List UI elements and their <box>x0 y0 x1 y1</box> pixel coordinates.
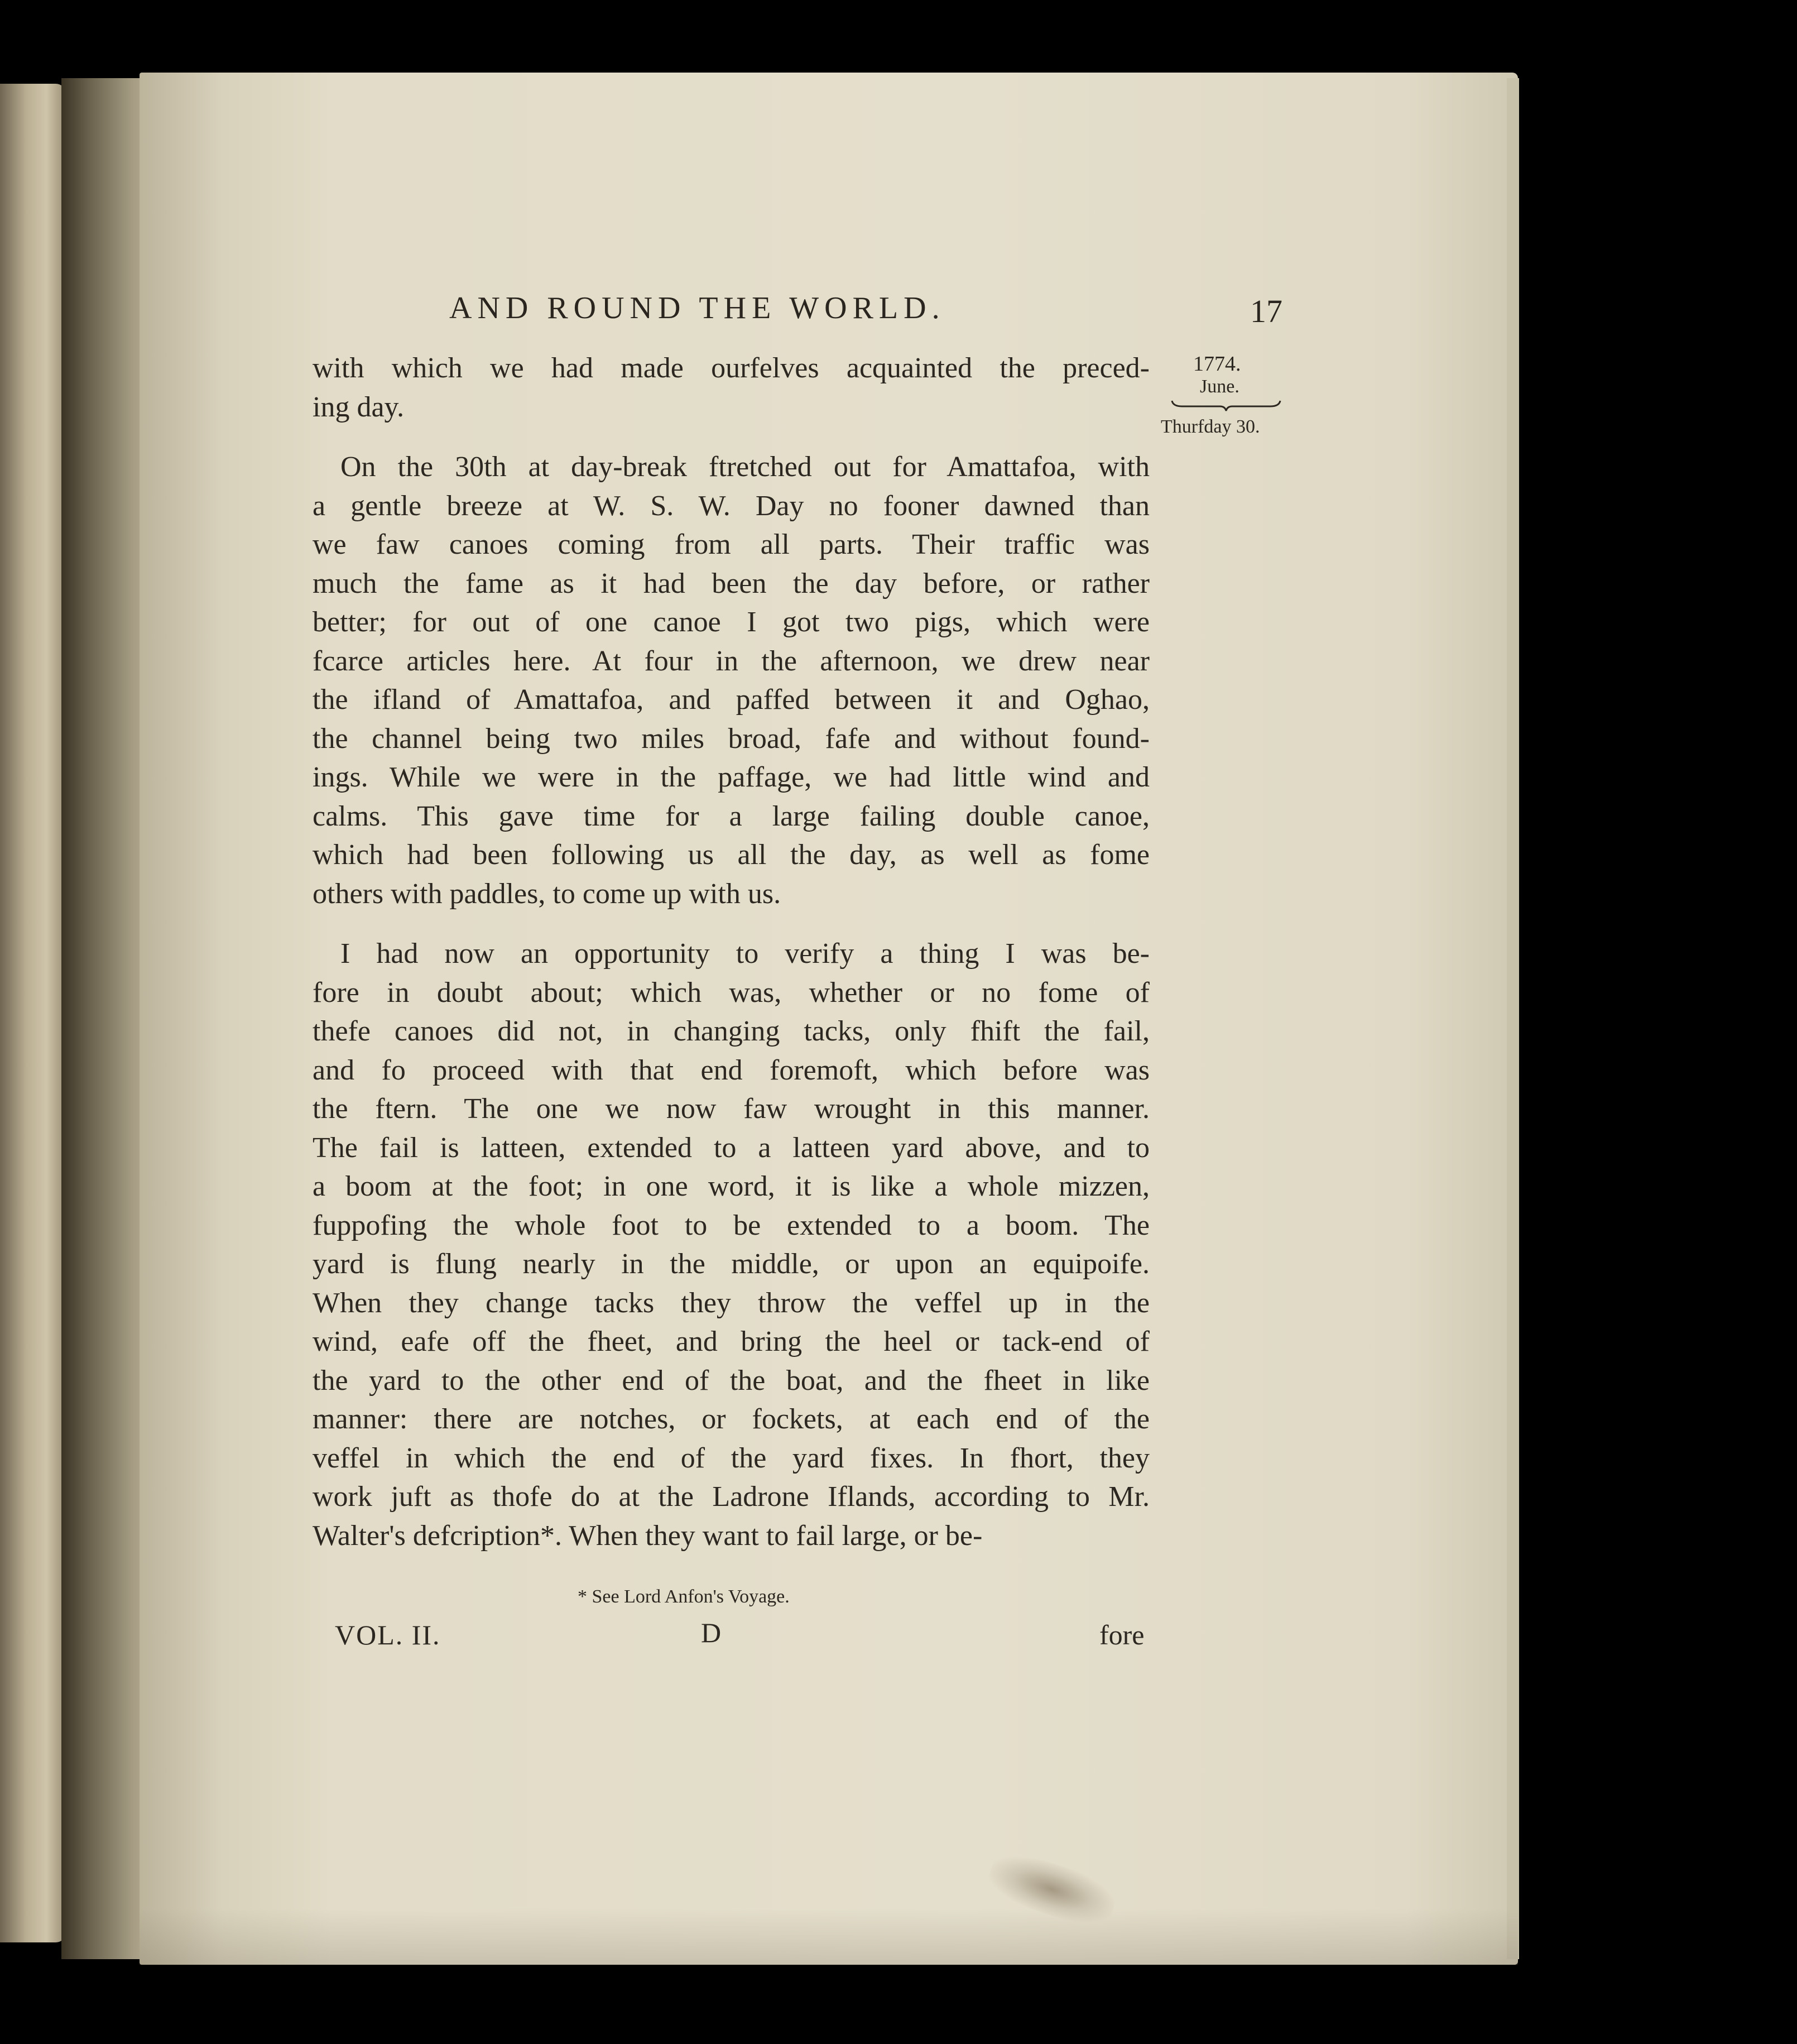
text-line: work juft as thofe do at the Ladrone Iflands, according to Mr. <box>313 1481 1150 1513</box>
text-line: veffel in which the end of the yard fixes. In fhort, they <box>313 1442 1150 1474</box>
text-line: fcarce articles here. At four in the afternoon, we drew near <box>313 645 1150 677</box>
text-line: ing day. <box>313 391 405 423</box>
text-line: a gentle breeze at W. S. W. Day no fooner dawned than <box>313 490 1150 522</box>
text-line: fore in doubt about; which was, whether or no fome of <box>313 976 1150 1009</box>
text-line: wind, eafe off the fheet, and bring the heel or tack-end of <box>313 1326 1150 1357</box>
text-line: much the fame as it had been the day before, or rather <box>313 567 1150 599</box>
text-line: When they change tacks they throw the veffel up in the <box>313 1287 1150 1319</box>
text-line: and fo proceed with that end foremoft, which before was <box>313 1054 1150 1086</box>
text-line: the ifland of Amattafoa, and paffed between it and Oghao, <box>313 684 1150 716</box>
brace-icon <box>1171 399 1281 412</box>
text-line: the ftern. The one we now faw wrought in this manner. <box>313 1093 1150 1125</box>
body-text <box>313 352 1150 1557</box>
footnote: * See Lord Anfon's Voyage. <box>578 1586 790 1607</box>
text-line: yard is flung nearly in the middle, or upon an equipoife. <box>313 1248 1150 1280</box>
text-line: calms. This gave time for a large failing double canoe, <box>313 800 1150 832</box>
text-line: Walter's defcription*. When they want to fail large, or be- <box>313 1519 983 1552</box>
signature-mark: D <box>701 1617 722 1648</box>
margin-month: June. <box>1200 376 1239 397</box>
running-head-title: AND ROUND THE WORLD. <box>449 291 945 325</box>
text-line: The fail is latteen, extended to a latteen yard above, and to <box>313 1131 1150 1164</box>
catchword: fore <box>1099 1619 1145 1650</box>
margin-year: 1774. <box>1193 352 1241 376</box>
previous-page-edge <box>0 84 66 1942</box>
text-line: with which we had made ourfelves acquainted the preced- <box>313 352 1150 384</box>
text-line: better; for out of one canoe I got two pigs, which were <box>313 606 1150 638</box>
text-line: I had now an opportunity to verify a thing I was be- <box>340 938 1150 970</box>
text-line: which had been following us all the day, as well as fome <box>313 839 1150 871</box>
page-bottom-shadow <box>140 1909 1518 1965</box>
margin-day: Thurfday 30. <box>1161 416 1260 437</box>
text-line: fuppofing the whole foot to be extended to a boom. The <box>313 1209 1150 1241</box>
text-line: manner: there are notches, or fockets, at each end of the <box>313 1403 1150 1435</box>
text-line: thefe canoes did not, in changing tacks, only fhift the fail, <box>313 1015 1150 1047</box>
volume-label: VOL. II. <box>335 1619 441 1650</box>
text-line: the yard to the other end of the boat, and the fheet in like <box>313 1364 1150 1397</box>
marginal-date-note <box>1161 352 1295 452</box>
text-line: a boom at the foot; in one word, it is like a whole mizzen, <box>313 1170 1150 1202</box>
text-line: ings. While we were in the paffage, we had little wind and <box>313 761 1150 793</box>
text-line: we faw canoes coming from all parts. Their traffic was <box>313 529 1150 560</box>
text-line: On the 30th at day-break ftretched out for Amattafoa, with <box>340 451 1150 483</box>
page-fore-edge <box>1507 78 1519 1959</box>
page-number: 17 <box>1250 293 1282 329</box>
text-line: the channel being two miles broad, fafe and without found- <box>313 722 1150 755</box>
text-line: others with paddles, to come up with us. <box>313 877 781 910</box>
